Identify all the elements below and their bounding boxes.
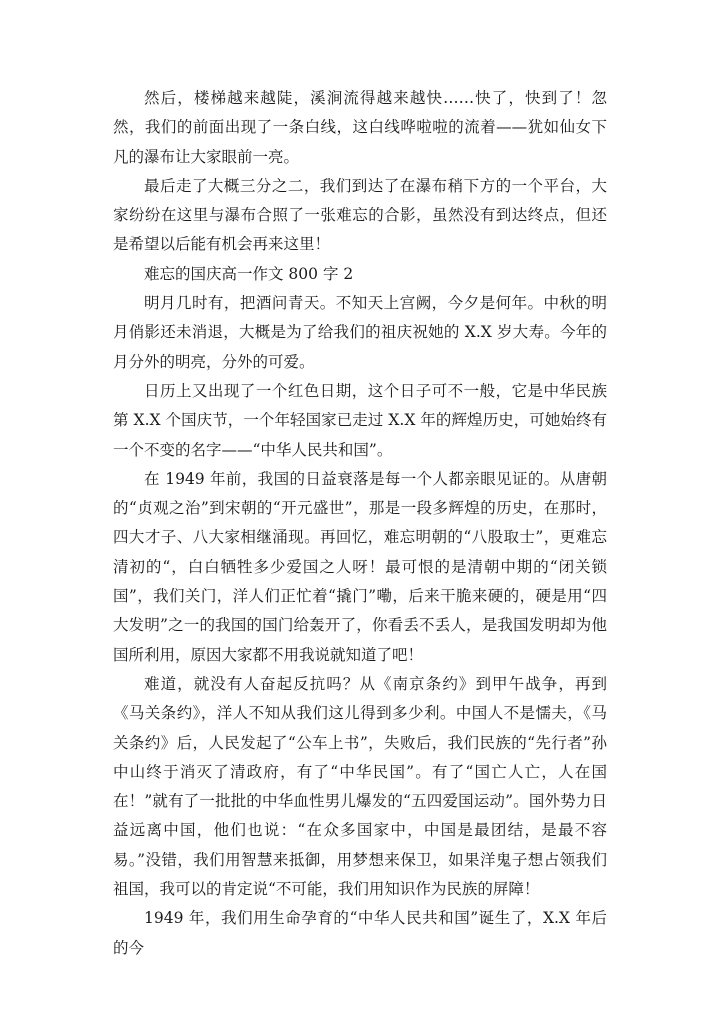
paragraph-waterfall: 然后，楼梯越来越陡，溪涧流得越来越快……快了，快到了！忽然，我们的前面出现了一条白线，这白线哗啦啦的流着——犹如仙女下凡的瀑布让大家眼前一亮。 bbox=[113, 89, 607, 166]
paragraph-calendar: 日历上又出现了一个红色日期，这个日子可不一般，它是中华民族第 X.X 个国庆节，一个年轻国家已走过 X.X 年的辉煌历史，可她始终有一个不变的名字——“中华人民共和国”。 bbox=[113, 381, 607, 459]
paragraph-moon: 明月几时有，把酒问青天。不知天上宫阙，今夕是何年。中秋的明月俏影还未消退，大概是为了给我们的祖庆祝她的 X.X 岁大寿。今年的月分外的明亮，分外的可爱。 bbox=[113, 294, 607, 371]
paragraph-1949: 1949 年，我们用生命孕育的“中华人民共和国”诞生了，X.X 年后的今 bbox=[113, 909, 607, 957]
document-body bbox=[113, 84, 607, 963]
paragraph-platform: 最后走了大概三分之二，我们到达了在瀑布稍下方的一个平台，大家纷纷在这里与瀑布合照了一张难忘的合影，虽然没有到达终点，但还是希望以后能有机会再来这里！ bbox=[113, 176, 607, 254]
paragraph-resistance: 难道，就没有人奋起反抗吗？从《南京条约》到甲午战争，再到《马关条约》，洋人不知从我们这儿得到多少利。中国人不是懦夫，《马关条约》后，人民发起了“公车上书”，失败后，我们民族的“先行者”孙中山终于消灭了清政府，有了“中华民国”。有了“国亡人亡，人在国在！”就有了一批批的中华血性男儿爆发的“五四爱国运动”。国外势力日益远离中国，他们也说：“在众多国家中，中国是最团结，是最不容易。”没错，我们用智慧来抵御，用梦想来保卫，如果洋鬼子想占领我们祖国，我可以的肯定说“不可能，我们用知识作为民族的屏障！ bbox=[113, 674, 607, 899]
paragraph-history: 在 1949 年前，我国的日益衰落是每一个人都亲眼见证的。从唐朝的“贞观之治”到宋朝的“开元盛世”，那是一段多辉煌的历史，在那时，四大才子、八大家相继涌现。再回忆，难忘明朝的“八股取士”，更难忘清初的“，白白牺牲多少爱国之人呀！最可恨的是清朝中期的“闭关锁国”，我们关门，洋人们正忙着“撬门”嘞，后来干脆来硬的，硬是用“四大发明”之一的我国的国门给轰开了，你看丢不丢人，是我国发明却为他国所利用，原因大家都不用我说就知道了吧！ bbox=[113, 469, 607, 664]
section-title: 难忘的国庆高一作文 800 字 2 bbox=[144, 264, 354, 283]
